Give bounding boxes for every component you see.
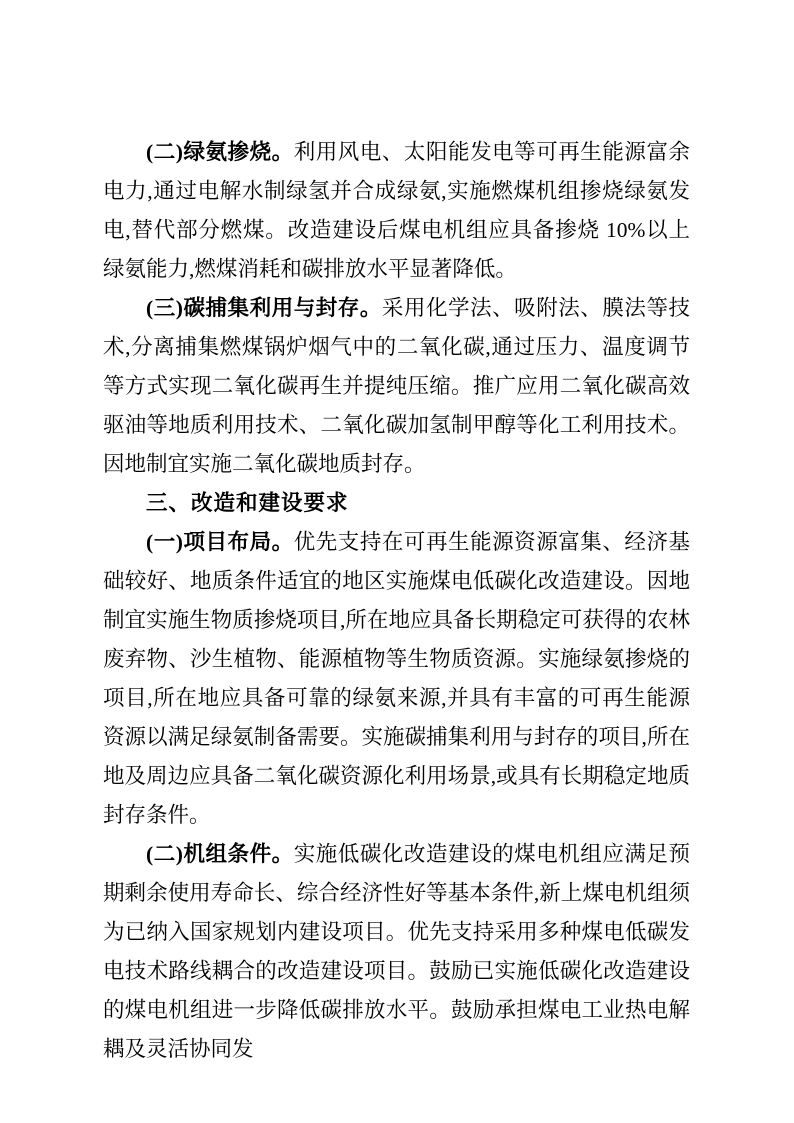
paragraph-lead: (二)绿氨掺烧。 bbox=[146, 140, 294, 164]
document-body bbox=[103, 133, 690, 1069]
paragraph-lead: (三)碳捕集利用与封存。 bbox=[146, 296, 382, 320]
section-heading-text: 三、改造和建设要求 bbox=[146, 491, 349, 515]
paragraph bbox=[103, 289, 690, 484]
paragraph-text: 优先支持在可再生能源资源富集、经济基础较好、地质条件适宜的地区实施煤电低碳化改造建设。因地制宜实施生物质掺烧项目,所在地应具备长期稳定可获得的农林废弃物、沙生植物、能源植物等生物质资源。实施绿氨掺烧的项目,所在地应具备可靠的绿氨来源,并具有丰富的可再生能源资源以满足绿氨制备需要。实施碳捕集利用与封存的项目,所在地及周边应具备二氧化碳资源化利用场景,或具有长期稳定地质封存条件。 bbox=[103, 530, 690, 827]
paragraph bbox=[103, 133, 690, 289]
paragraph-lead: (二)机组条件。 bbox=[146, 842, 294, 866]
paragraph bbox=[103, 835, 690, 1069]
paragraph-lead: (一)项目布局。 bbox=[146, 530, 294, 554]
paragraph bbox=[103, 523, 690, 835]
paragraph-text: 利用风电、太阳能发电等可再生能源富余电力,通过电解水制绿氢并合成绿氨,实施燃煤机组掺烧绿氨发电,替代部分燃煤。改造建设后煤电机组应具备掺烧 10%以上绿氨能力,燃煤消耗和碳排放水平显著降低。 bbox=[103, 140, 690, 281]
section-heading bbox=[103, 484, 690, 523]
paragraph-text: 采用化学法、吸附法、膜法等技术,分离捕集燃煤锅炉烟气中的二氧化碳,通过压力、温度调节等方式实现二氧化碳再生并提纯压缩。推广应用二氧化碳高效驱油等地质利用技术、二氧化碳加氢制甲醇等化工利用技术。因地制宜实施二氧化碳地质封存。 bbox=[103, 296, 690, 476]
paragraph-text: 实施低碳化改造建设的煤电机组应满足预期剩余使用寿命长、综合经济性好等基本条件,新上煤电机组须为已纳入国家规划内建设项目。优先支持采用多种煤电低碳发电技术路线耦合的改造建设项目。鼓励已实施低碳化改造建设的煤电机组进一步降低碳排放水平。鼓励承担煤电工业热电解耦及灵活协同发 bbox=[103, 842, 690, 1061]
